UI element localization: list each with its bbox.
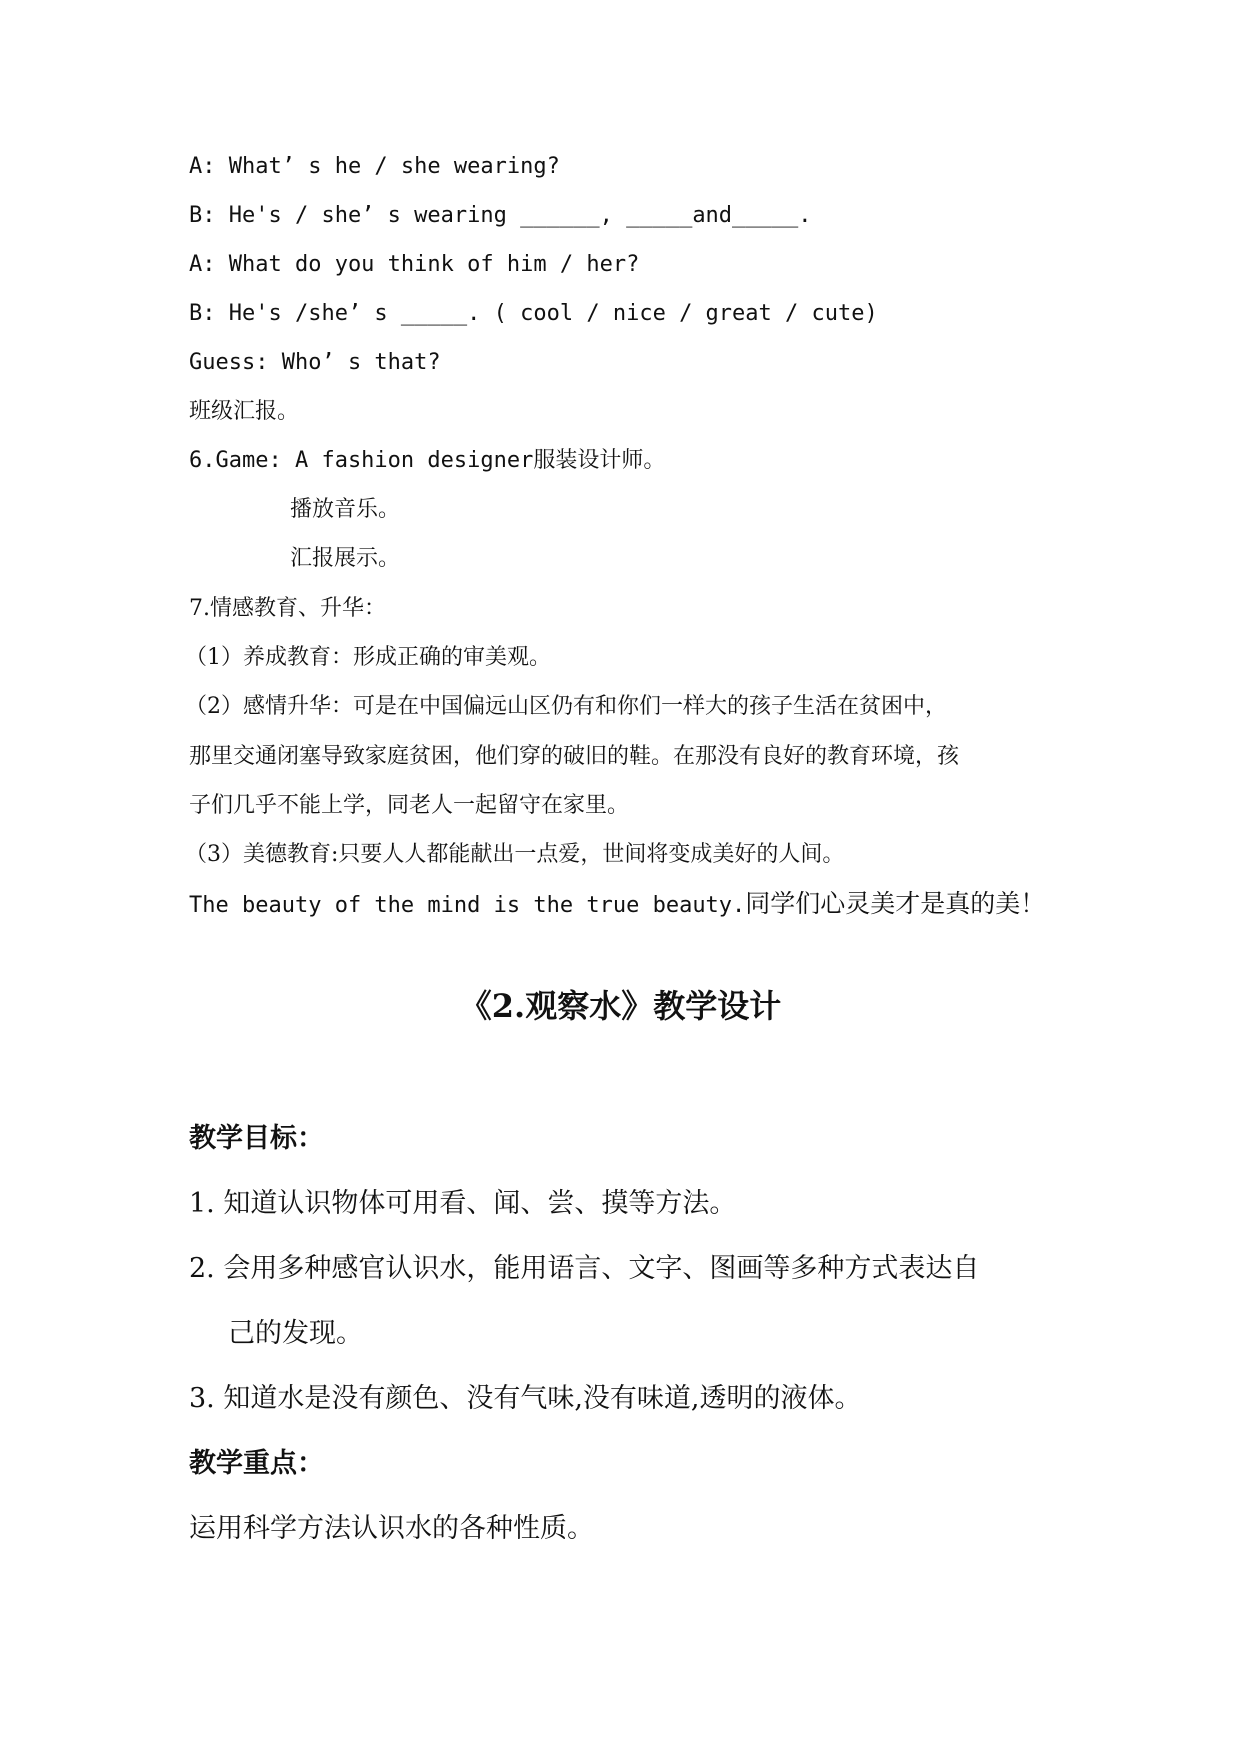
goal-item-1: 1. 知道认识物体可用看、闻、尝、摸等方法。	[189, 1188, 737, 1219]
dialogue-line-5: Guess: Who’ s that?	[189, 350, 441, 375]
dialogue-line-4: B: He's /she’ s _____. ( cool / nice / great / cute)	[189, 301, 878, 326]
closing-line	[189, 889, 1045, 921]
emotion-point-2-line-1: （2）感情升华：可是在中国偏远山区仍有和你们一样大的孩子生活在贫困中，	[185, 694, 947, 719]
key-point-1: 运用科学方法认识水的各种性质。	[189, 1513, 594, 1544]
closing-english: The beauty of the mind is the true beauty.	[189, 893, 746, 918]
goals-heading: 教学目标：	[189, 1123, 324, 1154]
goal-item-2-line-2: 己的发现。	[228, 1318, 363, 1349]
emotion-point-2-line-2: 那里交通闭塞导致家庭贫困，他们穿的破旧的鞋。在那没有良好的教育环境，孩	[189, 744, 960, 769]
game-title: 6.Game: A fashion designer服装设计师。	[189, 448, 666, 473]
emotion-point-3: （3）美德教育:只要人人都能献出一点爱，世间将变成美好的人间。	[185, 842, 845, 867]
dialogue-line-3: A: What do you think of him / her?	[189, 252, 640, 277]
dialogue-line-1: A: What’ s he / she wearing?	[189, 154, 560, 179]
game-step-music: 播放音乐。	[290, 497, 401, 522]
class-report-line: 班级汇报。	[189, 399, 300, 424]
section-title: 《2.观察水》教学设计	[459, 987, 782, 1025]
emotion-point-2-line-3: 子们几乎不能上学，同老人一起留守在家里。	[189, 793, 630, 818]
key-points-heading: 教学重点：	[189, 1448, 324, 1479]
goal-item-3: 3. 知道水是没有颜色、没有气味,没有味道,透明的液体。	[189, 1383, 862, 1414]
game-step-report: 汇报展示。	[290, 546, 401, 571]
emotion-title: 7.情感教育、升华：	[189, 596, 386, 621]
goal-item-2-line-1: 2. 会用多种感官认识水，能用语言、文字、图画等多种方式表达自	[189, 1253, 980, 1284]
emotion-point-1: （1）养成教育：形成正确的审美观。	[185, 645, 551, 670]
closing-chinese: 同学们心灵美才是真的美！	[745, 889, 1046, 918]
dialogue-line-2: B: He's / she’ s wearing ______, _____and_____.	[189, 203, 812, 228]
